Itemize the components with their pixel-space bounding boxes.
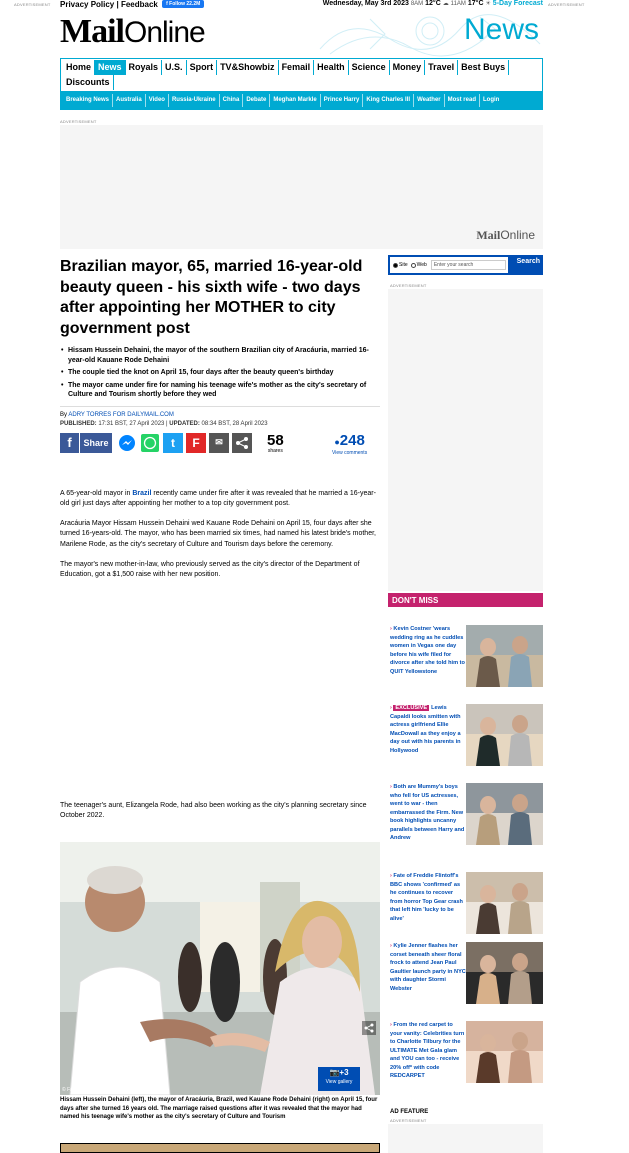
dont-miss-thumbnail[interactable]: [466, 942, 543, 1004]
article-paragraph-4: The teenager's aunt, Elizangela Rode, had also been working as the city's planning secretary since October 2022.: [60, 802, 367, 820]
camera-icon: 📷: [329, 1068, 340, 1077]
subnav-video[interactable]: Video: [146, 94, 169, 107]
web-radio[interactable]: [411, 263, 416, 268]
sidebar-ad-bottom[interactable]: [388, 1124, 543, 1153]
dont-miss-panel: [388, 593, 543, 1117]
share-count: 58 shares: [267, 431, 284, 454]
forecast-link[interactable]: 5-Day Forecast: [492, 0, 543, 7]
arrow-icon: ›: [390, 943, 394, 949]
facebook-follow-button[interactable]: [162, 0, 204, 8]
article-photo[interactable]: [60, 842, 380, 1095]
photo-caption: Hissam Hussein Dehaini (left), the mayor of Aracáuria, Brazil, wed Kauane Rode Dehaini (right) on April 15, four days after she turned 16 years old. The marriage raised questions after it was revealed that the mayor had named his teenage wife's mother as the city's secretary of Culture and Tourism: [60, 1097, 378, 1120]
email-icon[interactable]: ✉: [209, 433, 229, 453]
nav-tab-u-s-[interactable]: U.S.: [162, 60, 187, 75]
nav-tab-sport[interactable]: Sport: [187, 60, 218, 75]
summary-bullet: • The couple tied the knot on April 15, four days after the beauty queen's birthday: [60, 368, 380, 378]
dont-miss-thumbnail[interactable]: [466, 872, 543, 934]
arrow-icon: ›: [390, 873, 394, 879]
sub-navigation: [60, 91, 543, 110]
privacy-policy-link[interactable]: Privacy Policy: [60, 0, 115, 9]
weather-bar: [323, 0, 543, 7]
sun-icon: ☀: [485, 1, 491, 7]
subnav-china[interactable]: China: [220, 94, 244, 107]
dont-miss-item[interactable]: [388, 783, 543, 845]
nav-tab-royals[interactable]: Royals: [126, 60, 163, 75]
wedding-photo: [60, 842, 380, 1095]
ad-mailonline-logo: MailOnline: [476, 228, 535, 242]
article: [60, 257, 380, 581]
article-headline: Brazilian mayor, 65, married 16-year-old beauty queen - his sixth wife - two days after appointing her MOTHER to city government post: [60, 258, 363, 337]
dont-miss-headline[interactable]: › From the red carpet to your vanity: Celebrities turn to Charlotte Tilbury for the ULTIMATE Met Gala glam and YOU can too - receive 20% off* with code REDCARPET: [390, 1022, 465, 1079]
byline: By ADRY TORRES FOR DAILYMAIL.COM: [60, 411, 174, 418]
next-article-photo[interactable]: [60, 1143, 380, 1153]
dont-miss-thumbnail[interactable]: [466, 783, 543, 845]
ad-label-left: ADVERTISEMENT: [14, 2, 51, 7]
subnav-russia-ukraine[interactable]: Russia-Ukraine: [169, 94, 220, 107]
feedback-link[interactable]: Feedback: [120, 0, 158, 9]
current-date: Wednesday, May 3rd 2023: [322, 0, 409, 7]
image-share-icon[interactable]: [362, 1021, 376, 1035]
subnav-prince-harry[interactable]: Prince Harry: [321, 94, 364, 107]
article-paragraph-1: A 65-year-old mayor in Brazil recently came under fire after it was revealed that he married a 16-year-old girl just days after appointing her mother to a top city government post.: [60, 489, 376, 507]
dont-miss-item[interactable]: [388, 872, 543, 934]
dont-miss-item[interactable]: [388, 625, 543, 687]
subnav-meghan-markle[interactable]: Meghan Markle: [270, 94, 320, 107]
arrow-icon: ›: [390, 626, 394, 632]
arrow-icon: ›: [390, 784, 394, 790]
cloud-icon: ☁: [442, 1, 449, 7]
brazil-topic-link[interactable]: Brazil: [132, 489, 152, 497]
article-paragraph-2: Aracáuria Mayor Hissam Hussein Dehaini wed Kauane Rode Dehaini on April 15, four days after she turned 16-years-old. The mayor, who has been married six times, had named his latest bride's mother, Marilene Rode, as the city's secretary of Culture and Tourism days before the ceremony.: [60, 520, 376, 548]
subnav-weather[interactable]: Weather: [414, 94, 445, 107]
weather-time-2: 11AM: [450, 1, 466, 7]
nav-tab-money[interactable]: Money: [390, 60, 426, 75]
nav-tab-femail[interactable]: Femail: [279, 60, 315, 75]
subnav-debate[interactable]: Debate: [243, 94, 270, 107]
channel-title: News: [463, 13, 539, 46]
ad-label-banner: ADVERTISEMENT: [60, 119, 97, 124]
nav-tab-home[interactable]: Home: [63, 60, 95, 75]
summary-bullet: • The mayor came under fire for naming his teenage wife's mother as the city's secretary of Culture and Tourism shortly before they wed: [60, 381, 380, 400]
nav-tab-news[interactable]: News: [95, 60, 126, 75]
ad-feature-label: AD FEATURE: [390, 1109, 429, 1115]
inline-ad[interactable]: [60, 597, 380, 809]
dont-miss-thumbnail[interactable]: [466, 704, 543, 766]
weather-time-1: 8AM: [410, 1, 424, 7]
messenger-icon[interactable]: [117, 433, 137, 453]
site-logo[interactable]: MailOnline: [60, 13, 205, 50]
subnav-login[interactable]: Login: [482, 97, 500, 103]
site-radio[interactable]: [393, 263, 398, 268]
share-button[interactable]: Share: [80, 433, 112, 453]
article-paragraph-3: The mayor's new mother-in-law, who previously served as the city's director of the Department of Education, got a $1,500 raise with her new position.: [60, 560, 360, 579]
twitter-icon[interactable]: t: [163, 433, 183, 453]
subnav-most-read[interactable]: Most read: [445, 94, 480, 107]
dont-miss-item[interactable]: [388, 942, 543, 1004]
nav-tab-health[interactable]: Health: [314, 60, 349, 75]
search-button[interactable]: Search: [516, 258, 540, 265]
main-navigation: [60, 58, 543, 110]
whatsapp-icon[interactable]: [140, 433, 160, 453]
subnav-australia[interactable]: Australia: [113, 94, 146, 107]
dont-miss-item[interactable]: [388, 1021, 543, 1111]
subnav-breaking-news[interactable]: Breaking News: [63, 94, 113, 107]
nav-tab-best-buys[interactable]: Best Buys: [458, 60, 509, 75]
exclusive-badge: EXCLUSIVE: [395, 705, 428, 711]
search-input[interactable]: Enter your search: [431, 260, 506, 270]
dont-miss-headline[interactable]: › Fate of Freddie Flintoff's BBC shows 'confirmed' as he continues to recover from horror Top Gear crash that left him 'lucky to be alive': [390, 873, 463, 922]
weather-temp-2: 17°C: [467, 0, 484, 7]
nav-tab-travel[interactable]: Travel: [425, 60, 458, 75]
search-bar: Site Web Enter your search Search: [388, 255, 543, 275]
dont-miss-headline[interactable]: › Both are Mummy's boys who fell for US actresses, went to war - then embarrassed the Firm. New book highlights uncanny parallels between Harry and Andrew: [390, 784, 465, 841]
nav-tabs: [61, 59, 542, 91]
arrow-icon: ›: [390, 1022, 394, 1028]
author-link[interactable]: ADRY TORRES FOR DAILYMAIL.COM: [68, 411, 174, 418]
nav-tab-tv-showbiz[interactable]: TV&Showbiz: [217, 60, 279, 75]
dont-miss-headline[interactable]: › Kevin Costner 'wears wedding ring as he cuddles women in Vegas one day before his wife filed for divorce after she told him to QUIT Yellowstone: [390, 626, 465, 675]
subnav-king-charles-iii[interactable]: King Charles III: [363, 94, 414, 107]
dont-miss-thumbnail[interactable]: [466, 1021, 543, 1083]
share-bar: [60, 433, 380, 455]
sidebar-ad[interactable]: [388, 289, 543, 591]
nav-tab-science[interactable]: Science: [349, 60, 390, 75]
article-summary: [60, 346, 380, 400]
comment-bubble-icon: ●: [334, 436, 340, 447]
divider: [60, 406, 380, 407]
top-bar: Privacy Policy | Feedback f Follow 22.2M Wednesday, May 3rd 2023 8AM 12°C ☁ 11AM 17°C ☀ 5-Day Forecast: [60, 0, 543, 9]
nav-tab-discounts[interactable]: Discounts: [63, 75, 114, 90]
photo-credit: © Facebook: [62, 1087, 90, 1093]
view-gallery-button[interactable]: 📷+3 View gallery: [318, 1067, 360, 1091]
summary-bullet: • Hissam Hussein Dehaini, the mayor of the southern Brazilian city of Aracáuria, married 16-year-old Kauane Rode Dehaini: [60, 346, 380, 365]
ad-label-sidebar-bottom: ADVERTISEMENT: [390, 1118, 427, 1123]
follow-label: Follow 22.2M: [169, 1, 201, 7]
facebook-share-icon[interactable]: f: [60, 433, 79, 453]
ad-label-right: ADVERTISEMENT: [548, 2, 585, 7]
dont-miss-headline[interactable]: › Kylie Jenner flashes her corset beneath sheer floral frock to attend Jean Paul Gaultier launch party in NYC with daughter Stormi Webster: [390, 943, 466, 992]
dont-miss-header: DON'T MISS: [388, 593, 543, 607]
banner-ad[interactable]: [60, 125, 543, 249]
arrow-icon: ›: [390, 705, 394, 711]
article-dates: PUBLISHED: 17:31 BST, 27 April 2023 | UPDATED: 08:34 BST, 28 April 2023: [60, 420, 268, 427]
flipboard-icon[interactable]: F: [186, 433, 206, 453]
weather-temp-1: 12°C: [425, 0, 441, 7]
facebook-icon: f: [166, 1, 170, 7]
dont-miss-item[interactable]: [388, 704, 543, 766]
dont-miss-headline[interactable]: › EXCLUSIVE Lewis Capaldi looks smitten with actress girlfriend Ellie MacDowall as they enjoy a day out with his parents in Hollywood: [390, 705, 461, 754]
comments-link[interactable]: ●248 View comments: [332, 431, 368, 456]
dont-miss-thumbnail[interactable]: [466, 625, 543, 687]
masthead: [60, 9, 543, 57]
ad-label-sidebar: ADVERTISEMENT: [390, 283, 427, 288]
share-more-icon[interactable]: [232, 433, 252, 453]
